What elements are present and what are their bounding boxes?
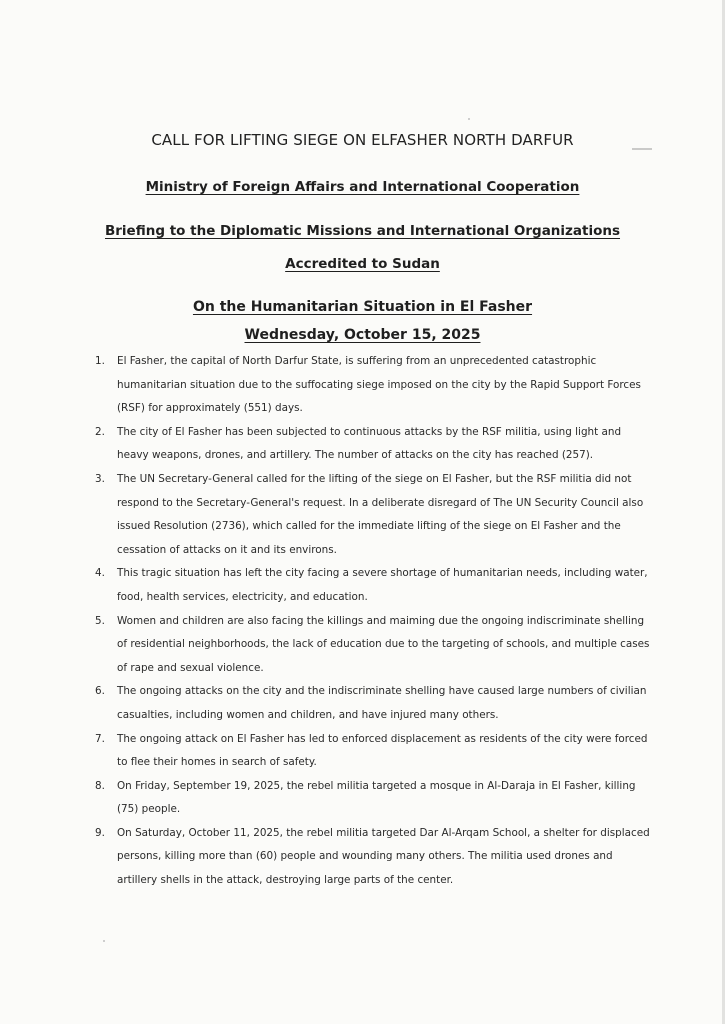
briefing-heading: Briefing to the Diplomatic Missions and International Organizations	[104, 223, 621, 239]
list-item	[94, 350, 650, 421]
scan-speck	[103, 940, 105, 942]
item-text: The UN Secretary-General called for the lifting of the siege on El Fasher, but the RSF militia did not respond to the Secretary-General's request. In a deliberate disregard of The UN Security Council also issued Resolution (2736), which called for the immediate lifting of the siege on El Fasher and the cessation of attacks on it and its environs.	[117, 472, 644, 556]
item-number: 3.	[95, 472, 105, 485]
item-number: 8.	[95, 779, 105, 792]
item-number: 6.	[95, 685, 105, 698]
briefing-points-list	[94, 350, 650, 893]
item-text: El Fasher, the capital of North Darfur State, is suffering from an unprecedented catastrophic humanitarian situation due to the suffocating siege imposed on the city by the Rapid Support Forces (RSF) for approximately (551) days.	[117, 355, 641, 415]
item-number: 4.	[95, 567, 105, 580]
document-title: CALL FOR LIFTING SIEGE ON ELFASHER NORTH DARFUR	[151, 131, 574, 149]
list-item	[94, 421, 650, 468]
accredited-heading: Accredited to Sudan	[285, 256, 440, 272]
item-number: 1.	[95, 355, 105, 367]
item-number: 9.	[95, 826, 105, 839]
item-number: 5.	[95, 614, 105, 627]
list-item	[94, 680, 650, 727]
list-item	[94, 728, 650, 775]
item-text: On Friday, September 19, 2025, the rebel militia targeted a mosque in Al-Daraja in El Fasher, killing (75) people.	[117, 779, 636, 816]
item-text: The ongoing attacks on the city and the indiscriminate shelling have caused large numbers of civilian casualties, including women and children, and have injured many others.	[117, 685, 647, 721]
ministry-heading: Ministry of Foreign Affairs and International Cooperation	[145, 179, 580, 195]
list-item	[94, 775, 650, 822]
item-text: The ongoing attack on El Fasher has led to enforced displacement as residents of the city were forced to flee their homes in search of safety.	[117, 732, 648, 769]
item-number: 7.	[95, 732, 105, 745]
list-item	[94, 468, 650, 562]
date-heading: Wednesday, October 15, 2025	[244, 327, 481, 343]
item-text: This tragic situation has left the city facing a severe shortage of humanitarian needs, including water, food, health services, electricity, and education.	[117, 567, 648, 603]
item-text: The city of El Fasher has been subjected to continuous attacks by the RSF militia, using light and heavy weapons, drones, and artillery. The number of attacks on the city has reached (257).	[117, 425, 622, 462]
list-item	[94, 822, 650, 893]
item-text: On Saturday, October 11, 2025, the rebel militia targeted Dar Al-Arqam School, a shelter for displaced persons, killing more than (60) people and wounding many others. The militia used drones and artillery shells in the attack, destroying large parts of the center.	[117, 826, 650, 887]
item-text: Women and children are also facing the killings and maiming due the ongoing indiscriminate shelling of residential neighborhoods, the lack of education due to the targeting of schools, and multiple cases of rape and sexual violence.	[117, 614, 650, 674]
situation-heading: On the Humanitarian Situation in El Fasher	[192, 299, 533, 315]
list-item	[94, 562, 650, 609]
scan-speck	[468, 118, 470, 120]
item-number: 2.	[95, 425, 105, 438]
list-item	[94, 610, 650, 681]
